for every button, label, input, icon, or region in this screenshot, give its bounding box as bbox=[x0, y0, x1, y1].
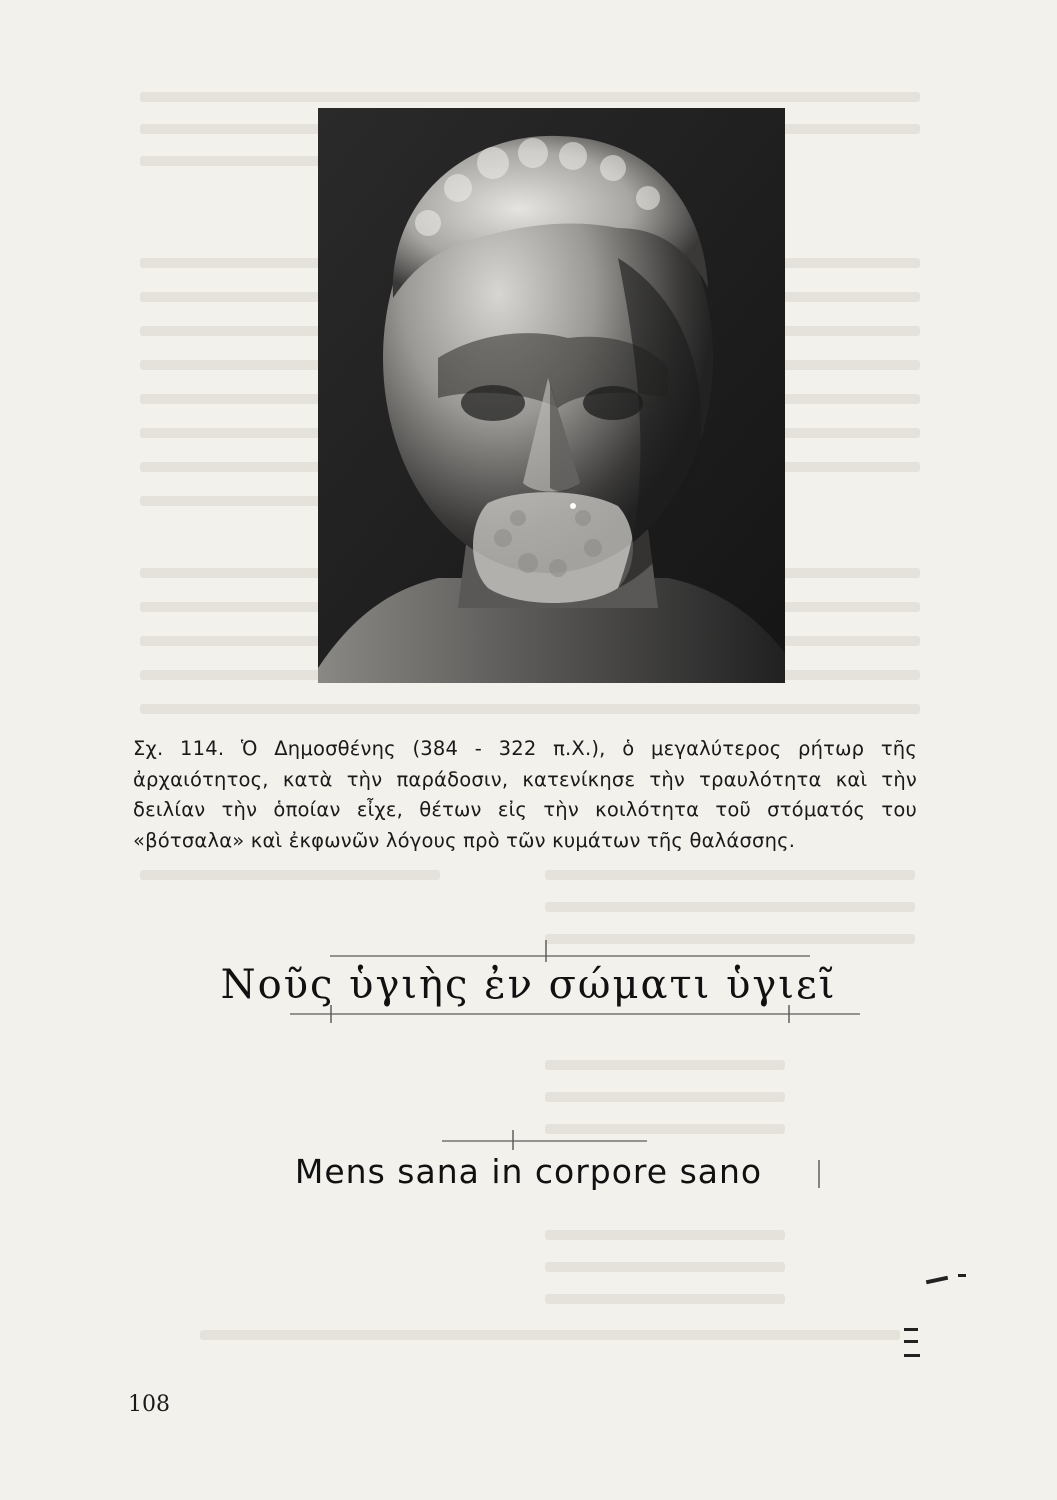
figure-caption: Σχ. 114. Ὁ Δημοσθένης (384 - 322 π.Χ.), ὁ μεγαλύτερος ρήτωρ τῆς ἀρχαιότητος, κατὰ τὴν παράδοσιν, κατενίκησε τὴν τραυλότητα καὶ τὴν δειλίαν τὴν ὁποίαν εἶχε, θέτων εἰς τὴν κοιλότητα τοῦ στόματός του «βότσαλα» καὶ ἐκφωνῶν λόγους πρὸ τῶν κυμάτων τῆς θαλάσσης. bbox=[133, 737, 917, 852]
ink-mark bbox=[926, 1276, 948, 1284]
greek-motto-frame-tick bbox=[545, 940, 547, 962]
greek-motto: Νοῦς ὑγιὴς ἐν σώματι ὑγιεῖ bbox=[220, 962, 837, 1008]
greek-motto-frame-top bbox=[330, 955, 810, 957]
latin-motto: Mens sana in corpore sano bbox=[294, 1152, 763, 1191]
greek-motto-frame-bottom bbox=[290, 1013, 860, 1015]
demosthenes-bust-photo bbox=[318, 108, 785, 683]
ink-mark bbox=[904, 1354, 920, 1357]
ink-mark bbox=[958, 1274, 966, 1277]
ink-mark bbox=[904, 1328, 918, 1331]
ink-mark bbox=[904, 1340, 918, 1343]
latin-motto-frame-tick bbox=[512, 1130, 514, 1150]
page-number: 108 bbox=[128, 1392, 170, 1417]
latin-motto-frame-top bbox=[442, 1140, 647, 1142]
